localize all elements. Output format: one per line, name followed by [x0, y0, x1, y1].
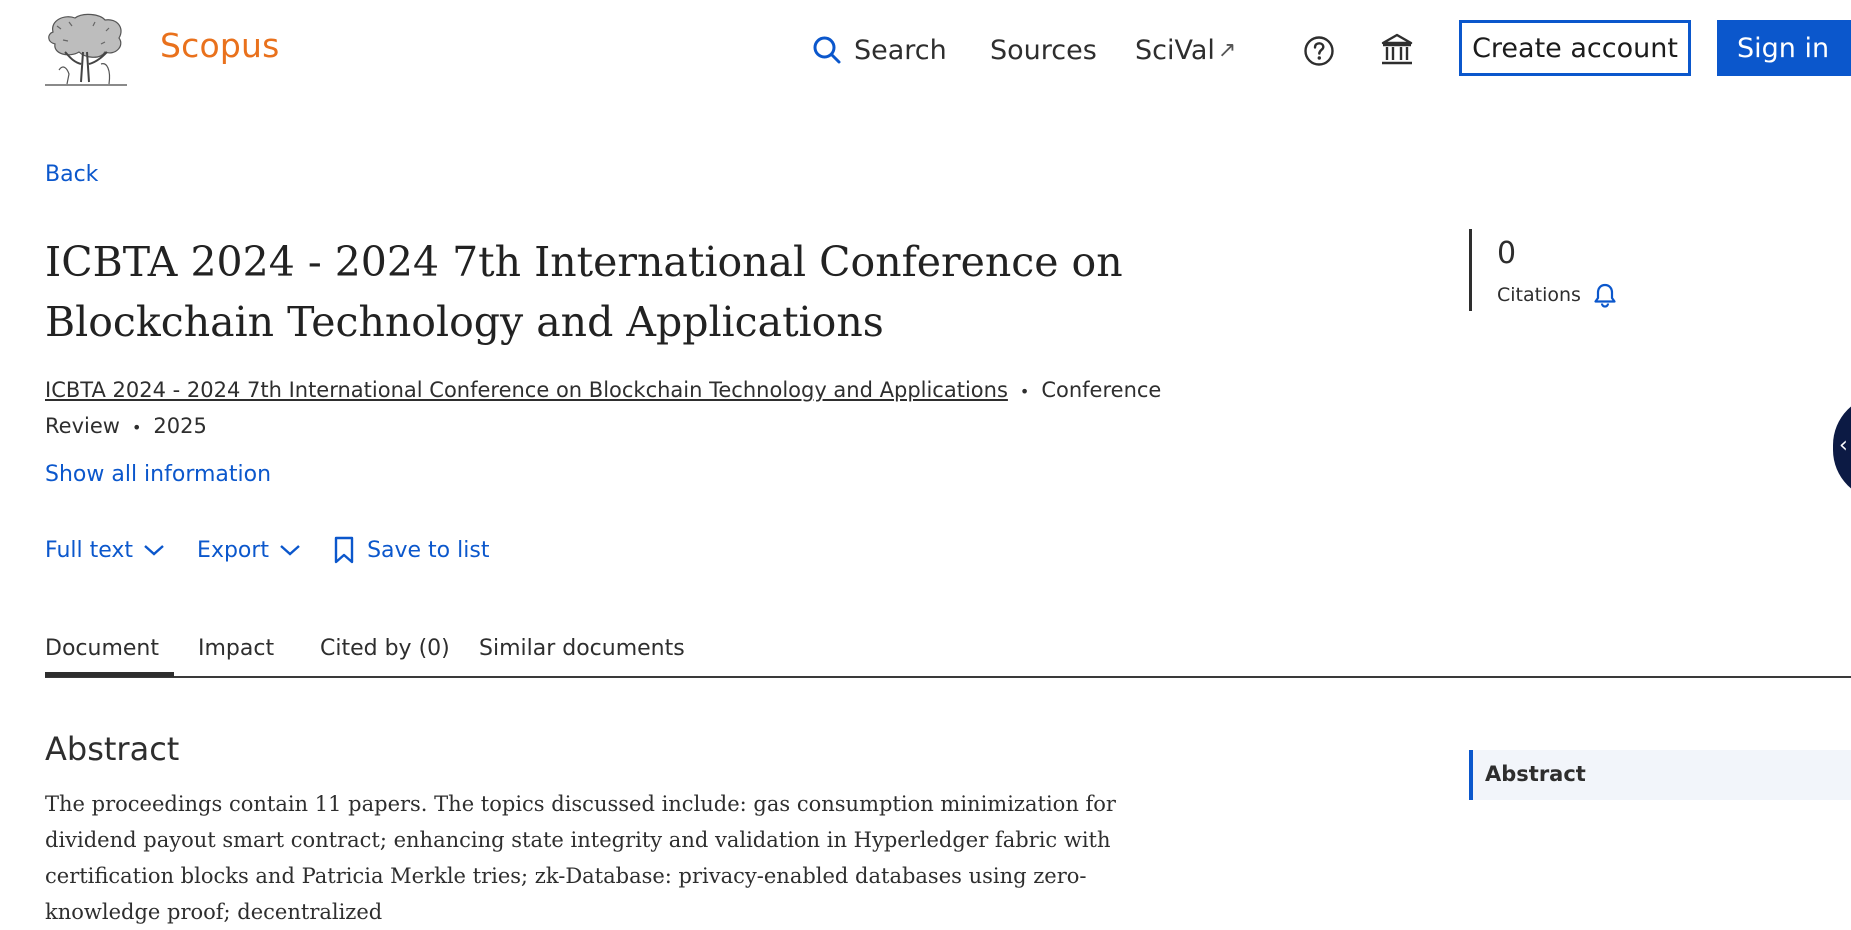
- external-link-icon: ↗: [1217, 37, 1237, 63]
- tab-document[interactable]: Document: [45, 636, 159, 661]
- side-panel-toggle[interactable]: [1833, 395, 1851, 500]
- nav-sources[interactable]: [990, 30, 1097, 70]
- scopus-brand[interactable]: Scopus: [160, 26, 280, 65]
- full-text-button[interactable]: [45, 538, 165, 563]
- chevron-down-icon: [279, 543, 301, 557]
- citations-divider: [1469, 229, 1472, 311]
- citations-label-row: [1497, 282, 1617, 308]
- tab-similar-documents[interactable]: Similar documents: [479, 636, 685, 661]
- document-year: 2025: [153, 414, 207, 438]
- bookmark-icon: [333, 536, 355, 564]
- source-type: Conference: [1041, 378, 1162, 402]
- export-button[interactable]: [197, 538, 301, 563]
- elsevier-tree-logo[interactable]: [45, 12, 127, 87]
- separator-dot: •: [1019, 382, 1030, 401]
- document-meta-type: [45, 414, 207, 438]
- nav-search-label: Search: [854, 34, 947, 66]
- institution-icon[interactable]: [1380, 32, 1414, 68]
- full-text-label: Full text: [45, 537, 134, 563]
- document-title: ICBTA 2024 - 2024 7th International Conference on Blockchain Technology and Applications: [45, 238, 1123, 346]
- citations-label: Citations: [1497, 284, 1581, 306]
- abstract-heading: Abstract: [45, 730, 180, 768]
- citations-count: 0: [1497, 236, 1517, 271]
- top-header: [0, 0, 1851, 100]
- separator-dot: •: [131, 418, 142, 437]
- nav-sources-label: Sources: [990, 34, 1097, 66]
- search-icon: [812, 35, 842, 65]
- chevron-left-icon: ‹: [1839, 433, 1848, 458]
- document-tabs: [45, 636, 1845, 678]
- save-to-list-label: Save to list: [367, 537, 490, 563]
- active-tab-indicator: [45, 672, 174, 677]
- nav-scival[interactable]: [1135, 30, 1236, 70]
- document-meta-source: [45, 378, 1161, 402]
- bell-icon[interactable]: [1593, 282, 1617, 308]
- chevron-down-icon: [143, 543, 165, 557]
- outline-item-label: Abstract: [1485, 762, 1586, 786]
- document-type: Review: [45, 414, 120, 438]
- source-title-link[interactable]: ICBTA 2024 - 2024 7th International Conference on Blockchain Technology and Applications: [45, 378, 1008, 402]
- tab-impact[interactable]: Impact: [198, 636, 275, 661]
- abstract-text: The proceedings contain 11 papers. The topics discussed include: gas consumption minimization for dividend payout smart contract; enhancing state integrity and validation in Hyperledger fabric with certification blocks and Patricia Merkle tries; zk-Database: privacy-enabled databases using zero-knowledge proof; decentralized: [45, 792, 1116, 924]
- tab-cited-by[interactable]: Cited by (0): [320, 636, 450, 661]
- tabs-divider: [45, 676, 1851, 678]
- outline-item-abstract[interactable]: [1469, 750, 1851, 800]
- nav-search[interactable]: [812, 30, 947, 70]
- help-icon[interactable]: [1303, 35, 1335, 67]
- show-all-information-link[interactable]: Show all information: [45, 462, 272, 487]
- sign-in-button[interactable]: Sign in: [1717, 20, 1851, 76]
- back-link[interactable]: Back: [45, 162, 99, 187]
- export-label: Export: [197, 537, 270, 563]
- save-to-list-button[interactable]: [333, 536, 489, 564]
- document-actions: [45, 532, 521, 568]
- nav-scival-label: SciVal: [1135, 34, 1215, 66]
- create-account-button[interactable]: Create account: [1459, 20, 1691, 76]
